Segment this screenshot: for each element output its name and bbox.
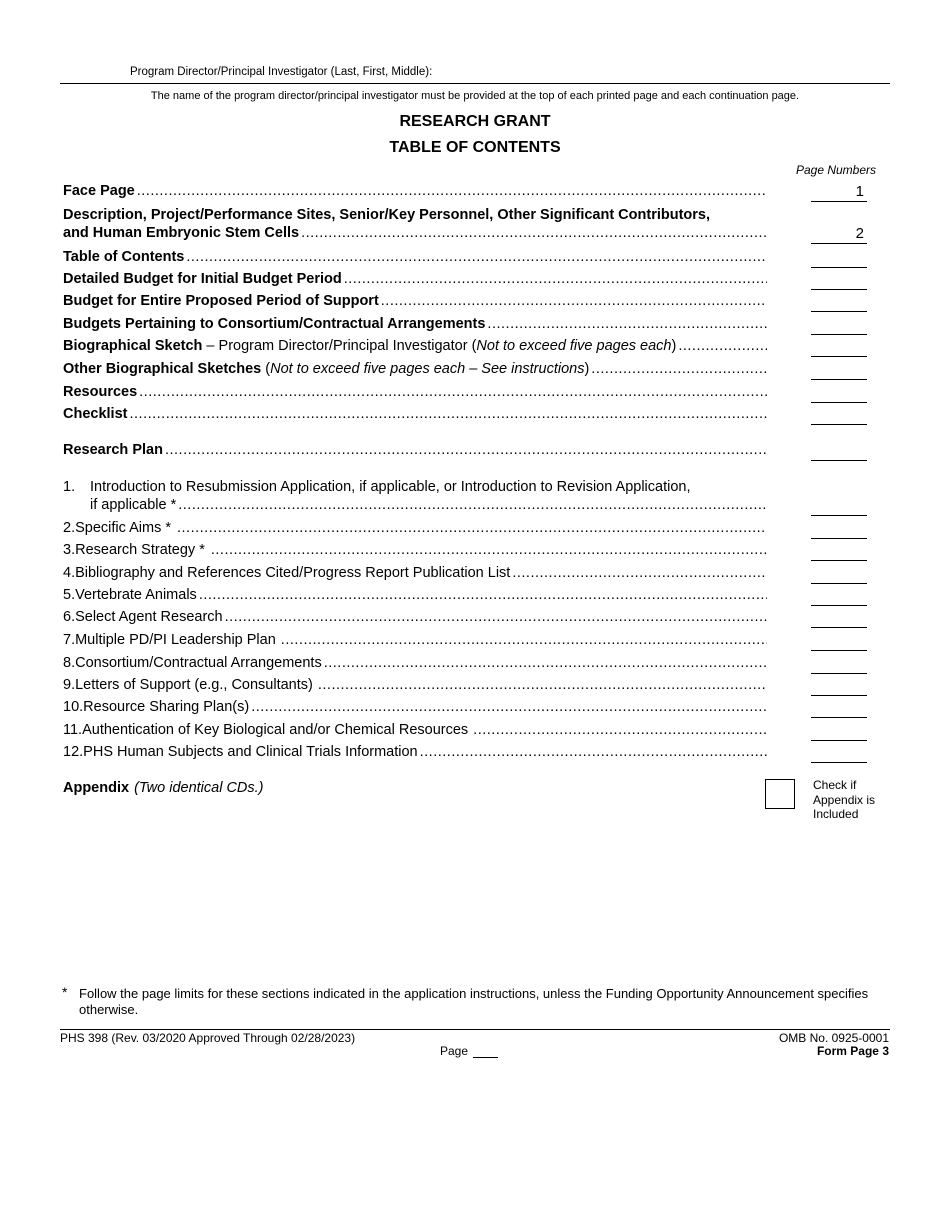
dot-leader xyxy=(177,519,767,537)
page-number-field-plan-item[interactable] xyxy=(811,744,867,763)
page-number-field-biographical-sketch[interactable] xyxy=(811,338,867,357)
page-number-field-budgets-consortium[interactable] xyxy=(811,316,867,335)
appendix-checkbox-label xyxy=(813,778,893,822)
footnote-asterisk: * xyxy=(62,984,68,1000)
toc-label-end: ) xyxy=(584,361,590,377)
dot-leader xyxy=(324,654,767,672)
plan-item-number: 6. xyxy=(63,609,76,625)
page-number-field-plan-item[interactable] xyxy=(811,565,867,584)
footer-rule xyxy=(60,1029,890,1030)
plan-item-number: 8. xyxy=(63,655,76,671)
toc-row-budgets-consortium xyxy=(63,315,767,333)
dot-leader xyxy=(199,586,767,604)
dot-leader xyxy=(420,743,767,761)
toc-row-detailed-budget xyxy=(63,270,767,288)
plan-item-label: Vertebrate Animals xyxy=(75,587,197,603)
plan-item xyxy=(63,564,767,582)
plan-item xyxy=(63,698,767,716)
plan-item-label: Bibliography and References Cited/Progress Report Publication List xyxy=(75,565,511,581)
toc-label: Budget for Entire Proposed Period of Support xyxy=(63,293,379,309)
page-number-blank[interactable] xyxy=(473,1057,498,1058)
plan-item-label: PHS Human Subjects and Clinical Trials Information xyxy=(83,744,418,760)
dot-leader xyxy=(512,564,767,582)
footnote-text: Follow the page limits for these sections indicated in the application instructions, unless the Funding Opportunity Announcement specifies otherwise. xyxy=(79,986,869,1017)
check-label-line1: Check if xyxy=(813,778,857,792)
toc-row-table-of-contents xyxy=(63,248,767,266)
check-label-line3: Included xyxy=(813,807,859,821)
toc-label-end: ) xyxy=(671,338,677,354)
plan-item-number: 9. xyxy=(63,677,76,693)
toc-label-mid: – Program Director/Principal Investigator ( xyxy=(202,338,477,354)
dot-leader xyxy=(281,631,767,649)
plan-item-number: 10. xyxy=(63,699,84,715)
plan-item-number: 5. xyxy=(63,587,76,603)
dot-leader xyxy=(251,698,767,716)
dot-leader xyxy=(137,182,767,200)
page-number-field-plan-item[interactable] xyxy=(811,677,867,696)
page-number-field-other-biographical-sketches[interactable] xyxy=(811,361,867,380)
toc-label-italic: Not to exceed five pages each – See instructions xyxy=(270,361,585,377)
form-title: RESEARCH GRANT xyxy=(399,113,551,130)
appendix-label: Appendix xyxy=(63,780,130,796)
dot-leader xyxy=(381,292,767,310)
plan-item-number: 4. xyxy=(63,565,76,581)
page-number-field-checklist[interactable] xyxy=(811,406,867,425)
plan-item-label-line1: Introduction to Resubmission Application, if applicable, or Introduction to Revision Application, xyxy=(90,479,691,495)
page-number-field-resources[interactable] xyxy=(811,384,867,403)
appendix-included-checkbox[interactable] xyxy=(765,779,795,809)
plan-item-label: Consortium/Contractual Arrangements xyxy=(75,655,322,671)
plan-item xyxy=(63,676,767,694)
page-number-field-detailed-budget[interactable] xyxy=(811,271,867,290)
plan-item xyxy=(63,586,767,604)
toc-label-line2: and Human Embryonic Stem Cells xyxy=(63,225,300,241)
omb-number: OMB No. 0925-0001 xyxy=(778,1031,889,1045)
page-number-field-plan-item[interactable] xyxy=(811,722,867,741)
toc-row-checklist xyxy=(63,405,767,423)
dot-leader xyxy=(225,608,767,626)
plan-item xyxy=(63,519,767,537)
dot-leader xyxy=(344,270,767,288)
plan-item-label: Letters of Support (e.g., Consultants) xyxy=(75,677,313,693)
toc-row-budget-entire xyxy=(63,292,767,310)
plan-item xyxy=(63,743,767,761)
toc-label: Table of Contents xyxy=(63,249,185,265)
appendix-note: (Two identical CDs.) xyxy=(134,780,264,796)
page-number-field-plan-item[interactable] xyxy=(811,655,867,674)
toc-label: Face Page xyxy=(63,183,135,199)
page-number-field-plan-item[interactable] xyxy=(811,609,867,628)
dot-leader xyxy=(487,315,767,333)
page-number-field-plan-item[interactable] xyxy=(811,520,867,539)
header-rule xyxy=(60,83,890,84)
plan-item-label: Multiple PD/PI Leadership Plan xyxy=(75,632,276,648)
page-number-field-plan-item[interactable] xyxy=(811,497,867,516)
dot-leader xyxy=(186,248,767,266)
plan-item xyxy=(63,541,767,559)
plan-item-label: Research Strategy * xyxy=(75,542,205,558)
toc-label-bold: Biographical Sketch xyxy=(63,338,203,354)
plan-item xyxy=(63,478,767,514)
toc-label-mid: ( xyxy=(261,361,271,377)
page-number-field-table-of-contents[interactable] xyxy=(811,249,867,268)
dot-leader xyxy=(301,224,767,242)
toc-label: Research Plan xyxy=(63,442,163,458)
plan-item-label: Resource Sharing Plan(s) xyxy=(83,699,250,715)
plan-item-number: 3. xyxy=(63,542,76,558)
toc-label: Checklist xyxy=(63,406,128,422)
dot-leader xyxy=(318,676,767,694)
toc-row-other-biographical-sketches xyxy=(63,360,767,378)
dot-leader xyxy=(678,337,767,355)
plan-item-number: 7. xyxy=(63,632,76,648)
plan-item-number: 1. xyxy=(63,479,76,495)
plan-item-label: Specific Aims * xyxy=(75,520,171,536)
toc-row-description xyxy=(63,206,767,242)
dot-leader xyxy=(473,721,767,739)
dot-leader xyxy=(139,383,767,401)
plan-item-number: 12. xyxy=(63,744,84,760)
dot-leader xyxy=(129,405,767,423)
plan-item-label: Authentication of Key Biological and/or Chemical Resources xyxy=(82,722,469,738)
toc-label-line1: Description, Project/Performance Sites, Senior/Key Personnel, Other Significant Contributors, xyxy=(63,207,711,223)
pi-name-label: Program Director/Principal Investigator (Last, First, Middle): xyxy=(130,66,433,78)
dot-leader xyxy=(178,496,767,514)
dot-leader xyxy=(165,441,767,459)
plan-item xyxy=(63,654,767,672)
check-label-line2: Appendix is xyxy=(813,792,876,807)
toc-label-italic: Not to exceed five pages each xyxy=(476,338,672,354)
plan-item xyxy=(63,721,767,739)
page-number-field-face-page[interactable]: 1 xyxy=(811,183,867,202)
plan-item-number: 2. xyxy=(63,520,76,536)
page-numbers-header: Page Numbers xyxy=(795,163,877,177)
dot-leader xyxy=(591,360,767,378)
plan-item-label: Select Agent Research xyxy=(75,609,223,625)
plan-item xyxy=(63,631,767,649)
page-number-field-budget-entire[interactable] xyxy=(811,293,867,312)
page-number-field-plan-item[interactable] xyxy=(811,699,867,718)
toc-label: Budgets Pertaining to Consortium/Contractual Arrangements xyxy=(63,316,486,332)
pi-instructions-note: The name of the program director/principal investigator must be provided at the top of each printed page and each continuation page. xyxy=(150,90,800,102)
toc-row-resources xyxy=(63,383,767,401)
toc-label: Resources xyxy=(63,384,138,400)
form-subtitle: TABLE OF CONTENTS xyxy=(389,139,561,156)
plan-item-label-line2: if applicable * xyxy=(90,497,177,513)
toc-row-biographical-sketch xyxy=(63,337,767,355)
plan-item-number: 11. xyxy=(63,722,83,738)
form-identifier: PHS 398 (Rev. 03/2020 Approved Through 02/28/2023) xyxy=(60,1031,356,1045)
toc-row-face-page xyxy=(63,182,767,200)
page-number-field-description[interactable]: 2 xyxy=(811,225,867,244)
page-number-field-plan-item[interactable] xyxy=(811,632,867,651)
page-label: Page xyxy=(440,1044,469,1058)
toc-label: Detailed Budget for Initial Budget Period xyxy=(63,271,342,287)
form-page-number: Form Page 3 xyxy=(816,1044,889,1058)
dot-leader xyxy=(211,541,767,559)
toc-label-bold: Other Biographical Sketches xyxy=(63,361,262,377)
appendix-row xyxy=(63,779,767,797)
page-number-field-plan-item[interactable] xyxy=(811,542,867,561)
plan-item xyxy=(63,608,767,626)
page-number-field-plan-item[interactable] xyxy=(811,587,867,606)
toc-row-research-plan xyxy=(63,441,767,459)
page-number-field-research-plan[interactable] xyxy=(811,442,867,461)
